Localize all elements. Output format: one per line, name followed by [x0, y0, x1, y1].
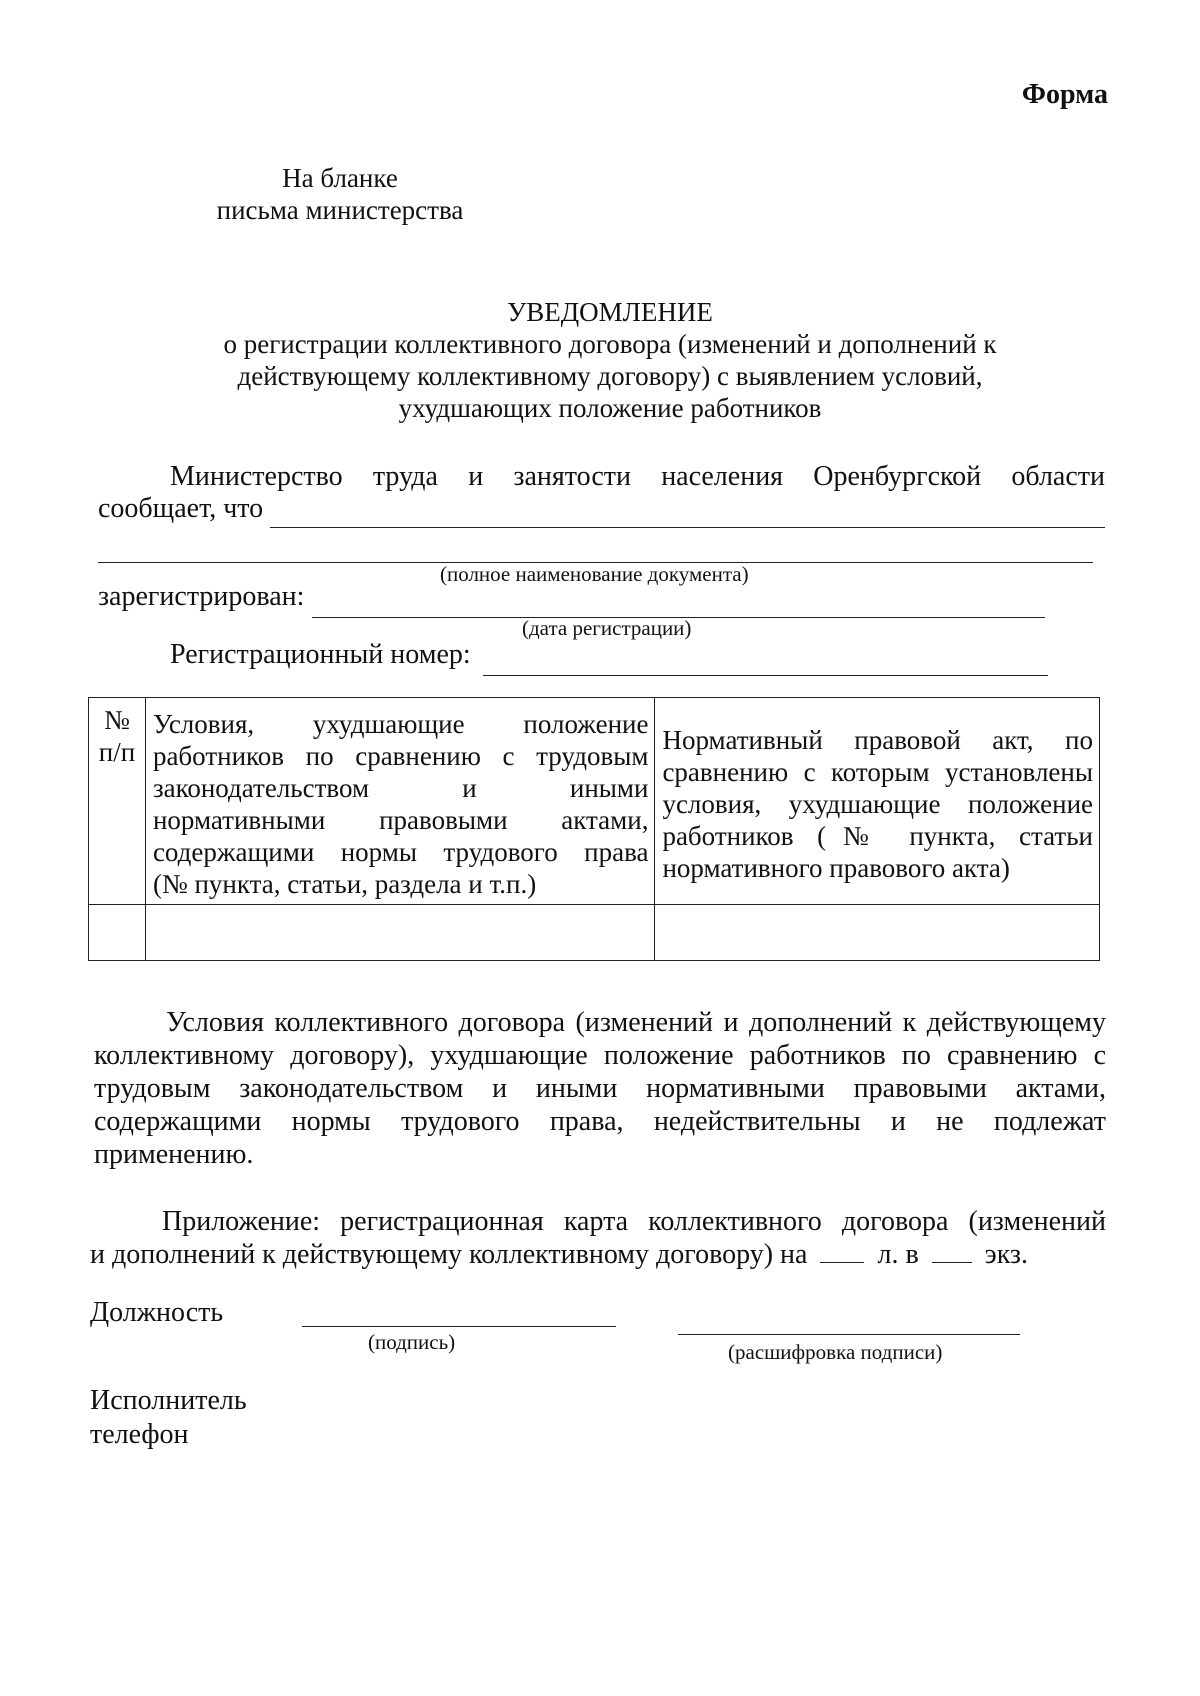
- title-heading: УВЕДОМЛЕНИЕ: [507, 297, 713, 327]
- intro-fill-line: [270, 527, 1105, 528]
- signature-caption: (подпись): [368, 1330, 456, 1354]
- body-paragraph: Условия коллективного договора (изменений и дополнений к действующему коллективному договору), ухудшающие положение работников по сравнению с трудовым законодательством и иными нормативными правовыми актами, содержащими нормы трудового права, недействительны и не подлежат применению.: [94, 1007, 1106, 1170]
- attachment-line-1: Приложение: регистрационная карта коллективного договора (изменений: [162, 1206, 1106, 1237]
- document-title: [110, 296, 1110, 424]
- signature-line: [302, 1326, 616, 1327]
- executor-label: Исполнитель: [90, 1385, 247, 1416]
- row-act-cell: [655, 905, 1100, 961]
- registered-label: зарегистрирован:: [98, 581, 305, 612]
- sheets-blank: [820, 1240, 864, 1263]
- letterhead-note: [200, 162, 480, 226]
- document-name-caption: (полное наименование документа): [440, 562, 749, 586]
- intro-line-1: Министерство труда и занятости населения Оренбургской области: [170, 461, 1105, 492]
- table-header-row: [89, 698, 1100, 905]
- title-line-3: ухудшающих положение работников: [398, 393, 822, 423]
- table-row: [89, 905, 1100, 961]
- sheets-unit: л. в: [877, 1239, 919, 1270]
- form-label: Форма: [1021, 79, 1108, 110]
- header-conditions: Условия, ухудшающие положение работников по сравнению с трудовым законодательством и иными нормативными правовыми актами, содержащими нормы трудового права (№ пункта, статьи, раздела и т.п.): [145, 698, 655, 905]
- row-num-cell: [89, 905, 146, 961]
- copies-unit: экз.: [984, 1239, 1028, 1270]
- intro-line-2: сообщает, что: [98, 493, 264, 524]
- registration-number-label: Регистрационный номер:: [170, 639, 471, 670]
- registration-number-line: [483, 675, 1048, 676]
- title-line-2: действующему коллективному договору) с выявлением условий,: [237, 361, 983, 391]
- letterhead-line-1: На бланке: [282, 163, 398, 193]
- header-num: № п/п: [89, 698, 146, 905]
- registration-date-caption: (дата регистрации): [522, 616, 692, 640]
- signature-decoding-line: [678, 1334, 1020, 1335]
- position-label: Должность: [90, 1297, 224, 1328]
- attachment-prefix: и дополнений к действующему коллективному договору) на: [90, 1239, 808, 1270]
- title-line-1: о регистрации коллективного договора (изменений и дополнений к: [223, 329, 997, 359]
- phone-label: телефон: [90, 1419, 189, 1450]
- header-act: Нормативный правовой акт, по сравнению с которым установлены условия, ухудшающие положение работников (№ пункта, статьи нормативного правового акта): [655, 698, 1100, 905]
- signature-decoding-caption: (расшифровка подписи): [728, 1340, 943, 1364]
- row-conditions-cell: [145, 905, 655, 961]
- copies-blank: [932, 1240, 972, 1263]
- attachment-line-2: [90, 1238, 1028, 1271]
- conditions-table: [88, 697, 1100, 961]
- letterhead-line-2: письма министерства: [216, 195, 464, 225]
